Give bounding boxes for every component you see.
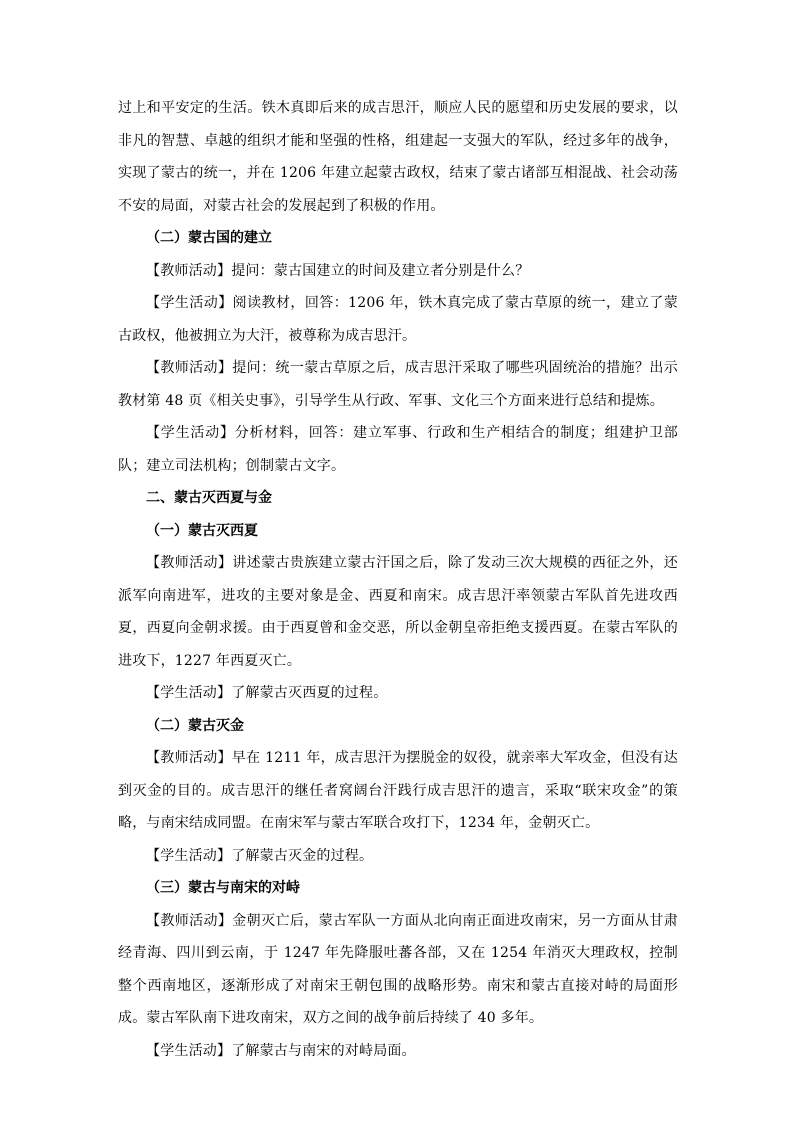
paragraph-teacher-xixia: 【教师活动】讲述蒙古贵族建立蒙古汗国之后，除了发动三次大规模的西征之外，还派军向南进军，进攻的主要对象是金、西夏和南宋。成吉思汗率领蒙古军队首先进攻西夏，西夏向金朝求援。由于西夏曾和金交恶，所以金朝皇帝拒绝支援西夏。在蒙古军队的进攻下，1227 年西夏灭亡。 bbox=[118, 555, 678, 669]
paragraph-intro: 过上和平安定的生活。铁木真即后来的成吉思汗，顺应人民的愿望和历史发展的要求，以非凡的智慧、卓越的组织才能和坚强的性格，组建起一支强大的军队，经过多年的战争，实现了蒙古的统一，并在 1206 年建立起蒙古政权，结束了蒙古诸部互相混战、社会动荡不安的局面，对蒙古社会的发展起到了积极的作用。 bbox=[118, 100, 678, 214]
paragraph-student-song: 【学生活动】了解蒙古与南宋的对峙局面。 bbox=[146, 1042, 416, 1059]
section-heading-xixia: （一）蒙古灭西夏 bbox=[146, 522, 258, 539]
document-page bbox=[118, 92, 678, 1067]
paragraph-teacher-song: 【教师活动】金朝灭亡后，蒙古军队一方面从北向南正面进攻南宋，另一方面从甘肃经青海、四川到云南，于 1247 年先降服吐蕃各部，又在 1254 年消灭大理政权，控制整个西南地区，逐渐形成了对南宋王朝包围的战略形势。南宋和蒙古直接对峙的局面形成。蒙古军队南下进攻南宋，双方之间的战争前后持续了 40 多年。 bbox=[118, 912, 678, 1026]
section-heading-song: （三）蒙古与南宋的对峙 bbox=[146, 880, 300, 896]
paragraph-teacher-question-2: 【教师活动】提问：统一蒙古草原之后，成吉思汗采取了哪些巩固统治的措施？出示教材第 48 页《相关史事》，引导学生从行政、军事、文化三个方面来进行总结和提炼。 bbox=[118, 360, 678, 409]
paragraph-student-answer-1: 【学生活动】阅读教材，回答：1206 年，铁木真完成了蒙古草原的统一，建立了蒙古政权，他被拥立为大汗，被尊称为成吉思汗。 bbox=[118, 295, 678, 344]
section-heading-jin: （二）蒙古灭金 bbox=[146, 717, 244, 734]
paragraph-teacher-question-1: 【教师活动】提问：蒙古国建立的时间及建立者分别是什么？ bbox=[146, 262, 530, 279]
paragraph-teacher-jin: 【教师活动】早在 1211 年，成吉思汗为摆脱金的奴役，就亲率大军攻金，但没有达到灭金的目的。成吉思汗的继任者窝阔台汗践行成吉思汗的遗言，采取“联宋攻金”的策略，与南宋结成同盟。在南宋军与蒙古军联合攻打下，1234 年，金朝灭亡。 bbox=[118, 750, 678, 831]
section-heading-part-two: 二、蒙古灭西夏与金 bbox=[146, 490, 272, 506]
paragraph-student-jin: 【学生活动】了解蒙古灭金的过程。 bbox=[146, 847, 374, 864]
paragraph-student-xixia: 【学生活动】了解蒙古灭西夏的过程。 bbox=[146, 685, 388, 701]
section-heading-mongol-state: （二）蒙古国的建立 bbox=[146, 230, 272, 246]
paragraph-student-answer-2: 【学生活动】分析材料，回答：建立军事、行政和生产相结合的制度；组建护卫部队；建立司法机构；创制蒙古文字。 bbox=[118, 425, 678, 474]
